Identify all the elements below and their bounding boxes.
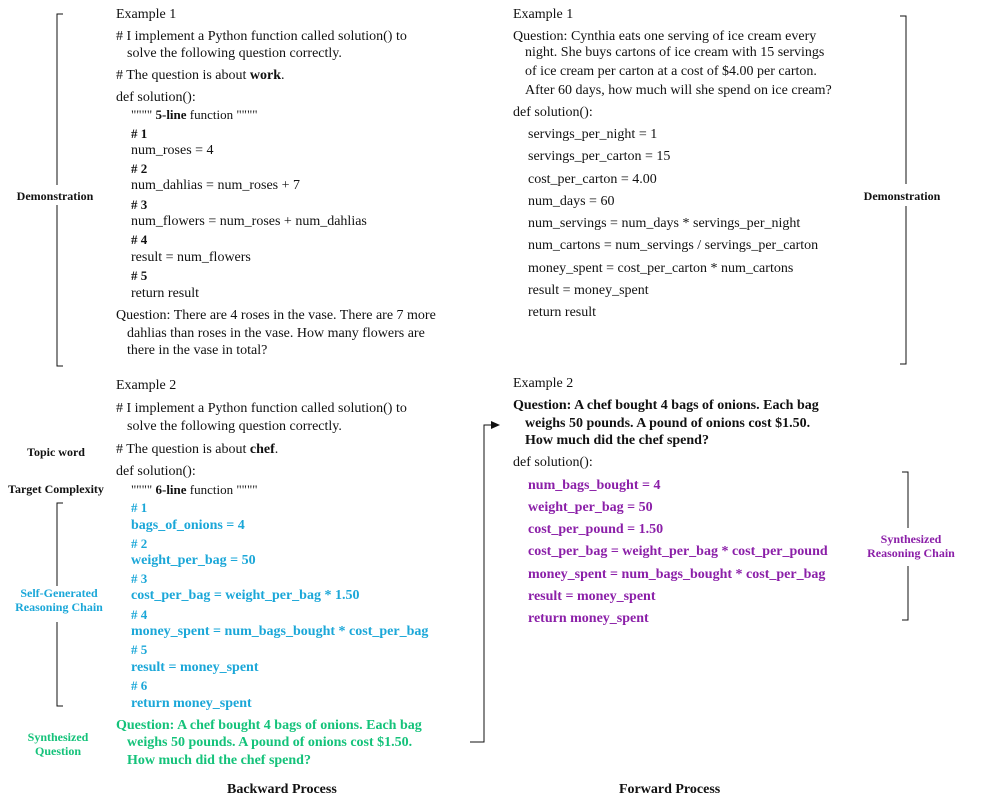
forward-ex1-def: def solution(): xyxy=(513,105,593,120)
topic-prefix: # The question is about xyxy=(116,68,250,83)
left-demo-bracket xyxy=(57,14,63,185)
backward-process-title: Backward Process xyxy=(227,782,337,797)
doc-rest: function """" xyxy=(186,107,258,122)
code-line: return result xyxy=(528,305,597,320)
backward-ex2-docstring xyxy=(131,481,258,498)
code-line: # 1 xyxy=(131,500,148,515)
backward-ex1-intro-line1: # I implement a Python function called solution() to xyxy=(116,29,407,44)
code-line: # 2 xyxy=(131,161,148,176)
code-line: # 3 xyxy=(131,197,148,212)
forward-process-title: Forward Process xyxy=(619,782,721,797)
code-line: # 3 xyxy=(131,571,148,586)
synthesized-question-label-line2: Question xyxy=(34,744,81,758)
forward-ex1-question-line4: After 60 days, how much will she spend on ice cream? xyxy=(525,83,832,98)
forward-ex2-question-line3: How much did the chef spend? xyxy=(525,433,709,448)
doc-open: """" xyxy=(131,482,156,497)
backward-ex1-topic xyxy=(116,67,285,84)
code-line: num_days = 60 xyxy=(528,194,615,209)
code-line: cost_per_pound = 1.50 xyxy=(528,522,664,537)
doc-complexity: 5-line xyxy=(155,107,187,122)
code-line: weight_per_bag = 50 xyxy=(528,500,653,515)
code-line: result = money_spent xyxy=(528,589,656,604)
doc-complexity: 6-line xyxy=(155,482,187,497)
self-gen-bracket-bottom xyxy=(57,622,63,706)
code-line: return money_spent xyxy=(131,696,252,711)
backward-ex2-intro-line1: # I implement a Python function called solution() to xyxy=(116,401,407,416)
backward-ex1-question-line3: there in the vase in total? xyxy=(127,343,268,358)
code-line: return result xyxy=(131,286,200,301)
forward-ex2-question-line2: weighs 50 pounds. A pound of onions cost $1.50. xyxy=(525,416,811,431)
code-line: money_spent = cost_per_carton * num_cartons xyxy=(528,261,794,276)
code-line: weight_per_bag = 50 xyxy=(131,553,256,568)
right-demo-bracket-top xyxy=(900,16,906,184)
code-line: return money_spent xyxy=(528,611,649,626)
code-line: result = money_spent xyxy=(131,660,259,675)
backward-ex1-heading: Example 1 xyxy=(116,7,177,22)
code-line: # 4 xyxy=(131,232,148,247)
left-demo-bracket-lower xyxy=(57,205,63,366)
code-line: servings_per_night = 1 xyxy=(528,127,658,142)
code-line: cost_per_bag = weight_per_bag * cost_per_pound xyxy=(528,544,828,559)
backward-ex2-heading: Example 2 xyxy=(116,378,177,393)
demonstration-label-right: Demonstration xyxy=(863,189,941,203)
self-generated-label-line2: Reasoning Chain xyxy=(15,600,103,614)
synthesized-question-line3: How much did the chef spend? xyxy=(127,753,311,768)
topic-suffix: . xyxy=(274,442,279,457)
self-gen-bracket-top xyxy=(57,503,63,586)
code-line: result = num_flowers xyxy=(131,250,251,265)
code-line: num_cartons = num_servings / servings_per_carton xyxy=(528,238,819,253)
target-complexity-label: Target Complexity xyxy=(8,482,104,496)
topic-word: chef xyxy=(249,442,275,457)
forward-ex2-heading: Example 2 xyxy=(513,376,574,391)
topic-word-label: Topic word xyxy=(27,445,85,459)
backward-ex1-def: def solution(): xyxy=(116,90,196,105)
forward-ex1-question-line3: of ice cream per carton at a cost of $4.00 per carton. xyxy=(525,64,817,79)
synthesized-chain-label-line1: Synthesized xyxy=(880,532,942,546)
code-line: # 5 xyxy=(131,642,148,657)
code-line: num_servings = num_days * servings_per_night xyxy=(528,216,801,231)
code-line: result = money_spent xyxy=(528,283,649,298)
backward-ex2-topic xyxy=(116,441,278,458)
code-line: cost_per_carton = 4.00 xyxy=(528,172,657,187)
synthesized-question-line2: weighs 50 pounds. A pound of onions cost $1.50. xyxy=(127,735,413,750)
code-line: # 4 xyxy=(131,607,148,622)
code-line: servings_per_carton = 15 xyxy=(528,149,671,164)
code-line: # 5 xyxy=(131,268,148,283)
right-demo-bracket-bottom xyxy=(900,206,906,364)
backward-ex2-intro-line2: solve the following question correctly. xyxy=(127,419,342,434)
synthesized-question-label-line1: Synthesized xyxy=(27,730,89,744)
forward-ex1-question-line2: night. She buys cartons of ice cream with 15 servings xyxy=(525,45,825,60)
code-line: # 1 xyxy=(131,126,148,141)
topic-prefix: # The question is about xyxy=(116,442,250,457)
backward-ex1-docstring xyxy=(131,106,258,123)
code-line: bags_of_onions = 4 xyxy=(131,518,245,533)
synthesized-question-line1: Question: A chef bought 4 bags of onions. Each bag xyxy=(116,718,422,733)
doc-rest: function """" xyxy=(186,482,258,497)
code-line: # 6 xyxy=(131,678,148,693)
backward-ex1-intro-line2: solve the following question correctly. xyxy=(127,46,342,61)
flow-arrow-head xyxy=(491,421,500,429)
topic-word: work xyxy=(249,68,282,83)
code-line: num_roses = 4 xyxy=(131,143,214,158)
code-line: num_bags_bought = 4 xyxy=(528,478,661,493)
doc-open: """" xyxy=(131,107,156,122)
forward-ex1-heading: Example 1 xyxy=(513,7,574,22)
forward-ex2-question-line1: Question: A chef bought 4 bags of onions. Each bag xyxy=(513,398,819,413)
synth-chain-bracket-top xyxy=(902,472,908,528)
flow-arrow-line xyxy=(470,425,498,742)
code-line: # 2 xyxy=(131,536,148,551)
code-line: money_spent = num_bags_bought * cost_per_bag xyxy=(131,624,429,639)
self-generated-label-line1: Self-Generated xyxy=(20,586,98,600)
demonstration-label-left: Demonstration xyxy=(16,189,94,203)
code-line: cost_per_bag = weight_per_bag * 1.50 xyxy=(131,588,360,603)
code-line: num_flowers = num_roses + num_dahlias xyxy=(131,214,367,229)
code-line: money_spent = num_bags_bought * cost_per_bag xyxy=(528,567,826,582)
forward-ex2-def: def solution(): xyxy=(513,455,593,470)
code-line: num_dahlias = num_roses + 7 xyxy=(131,178,300,193)
synthesized-chain-label-line2: Reasoning Chain xyxy=(867,546,955,560)
forward-ex1-question-line1: Question: Cynthia eats one serving of ice cream every xyxy=(513,29,817,44)
topic-suffix: . xyxy=(281,68,285,83)
backward-ex1-question-line2: dahlias than roses in the vase. How many flowers are xyxy=(127,326,425,341)
backward-ex2-def: def solution(): xyxy=(116,464,196,479)
backward-ex1-question-line1: Question: There are 4 roses in the vase. There are 7 more xyxy=(116,308,436,323)
synth-chain-bracket-bottom xyxy=(902,566,908,620)
